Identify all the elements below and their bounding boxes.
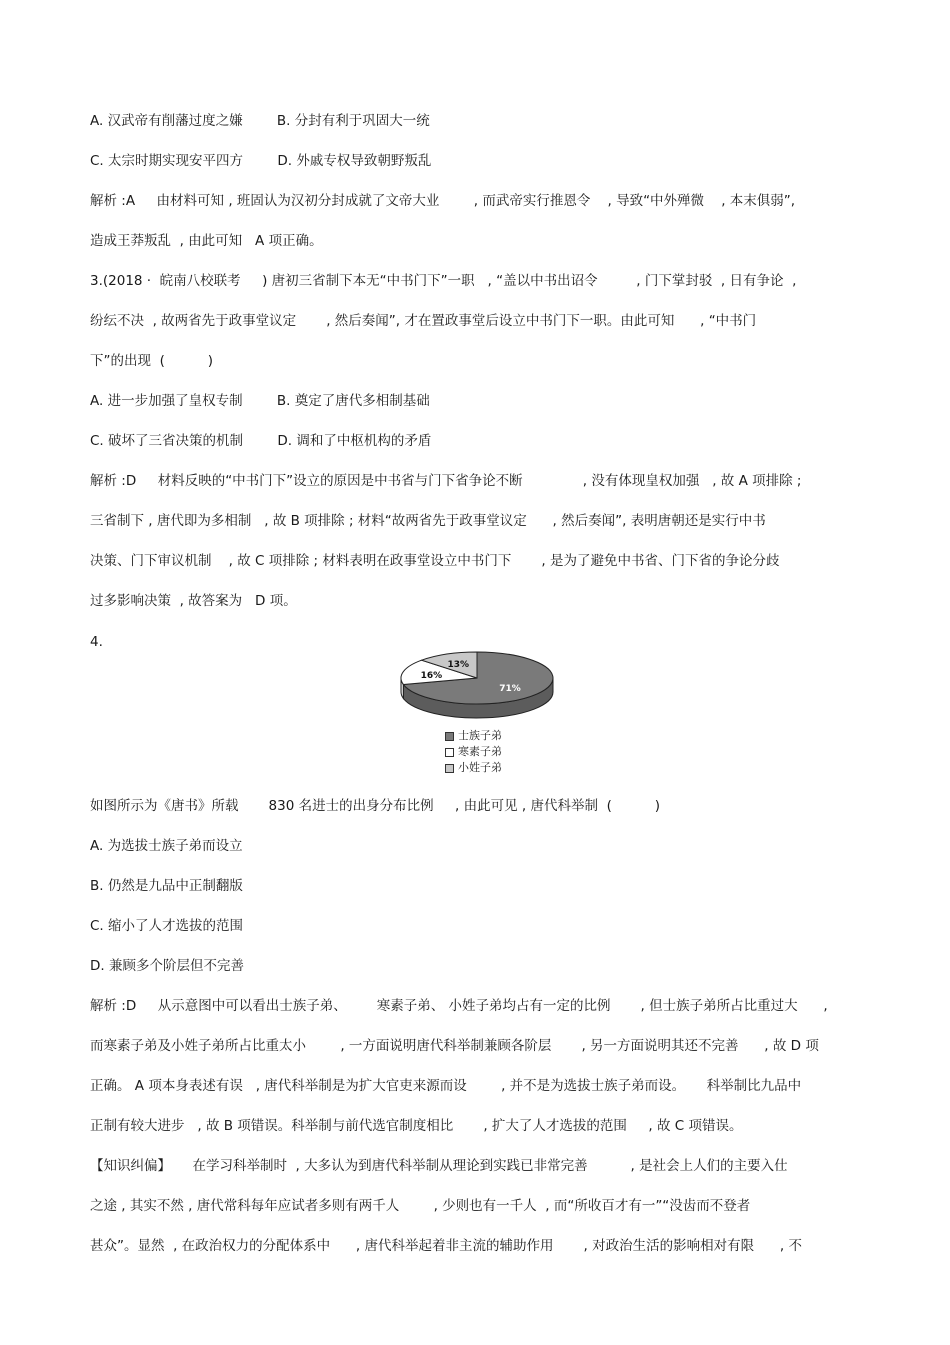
q2-options-line-2: C. 太宗时期实现安平四方 D. 外戚专权导致朝野叛乱 bbox=[90, 153, 432, 169]
legend-label-hansu: 寒素子弟 bbox=[458, 745, 502, 758]
knowledge-note-line-2: 之途 , 其实不然 , 唐代常科每年应试者多则有两千人 , 少则也有一千人 , 而“所收百才有一”“没齿而不登者 bbox=[90, 1198, 751, 1214]
chart-legend bbox=[445, 728, 502, 776]
q4-analysis-line-1: 解析 :D 从示意图中可以看出士族子弟、 寒素子弟、 小姓子弟均占有一定的比例 , 但士族子弟所占比重过大 , bbox=[90, 998, 828, 1014]
legend-item-xiaoxing bbox=[445, 760, 502, 776]
q4-option-a: A. 为选拔士族子弟而设立 bbox=[90, 838, 243, 854]
q4-option-b: B. 仍然是九品中正制翻版 bbox=[90, 878, 243, 894]
legend-item-hansu bbox=[445, 744, 502, 760]
pie-label-2: 13% bbox=[447, 660, 470, 671]
pie-label-0: 71% bbox=[499, 683, 521, 694]
q4-analysis-line-2: 而寒素子弟及小姓子弟所占比重太小 , 一方面说明唐代科举制兼顾各阶层 , 另一方面说明其还不完善 , 故 D 项 bbox=[90, 1038, 819, 1054]
q2-analysis-line-1: 解析 :A 由材料可知 , 班固认为汉初分封成就了文帝大业 , 而武帝实行推恩令 , 导致“中外殚微 , 本末俱弱”, bbox=[90, 193, 796, 209]
q4-stem: 如图所示为《唐书》所载 830 名进士的出身分布比例 , 由此可见 , 唐代科举制 ( ) bbox=[90, 798, 661, 814]
knowledge-note-line-3: 甚众”。显然 , 在政治权力的分配体系中 , 唐代科举起着非主流的辅助作用 , 对政治生活的影响相对有限 , 不 bbox=[90, 1238, 802, 1254]
q3-analysis-line-3: 决策、门下审议机制 , 故 C 项排除 ; 材料表明在政事堂设立中书门下 , 是为了避免中书省、门下省的争论分歧 bbox=[90, 553, 780, 569]
q3-analysis-line-2: 三省制下 , 唐代即为多相制 , 故 B 项排除 ; 材料“故两省先于政事堂议定 , 然后奏闻”, 表明唐朝还是实行中书 bbox=[90, 513, 766, 529]
q4-analysis-line-3: 正确。 A 项本身表述有误 , 唐代科举制是为扩大官吏来源而设 , 并不是为选拔士族子弟而设。 科举制比九品中 bbox=[90, 1078, 802, 1094]
q4-option-d: D. 兼顾多个阶层但不完善 bbox=[90, 958, 244, 974]
legend-swatch-hansu bbox=[445, 748, 454, 757]
q3-stem-line-2: 纷纭不决 , 故两省先于政事堂议定 , 然后奏闻”, 才在置政事堂后设立中书门下一职。由此可知 , “中书门 bbox=[90, 313, 757, 329]
legend-item-shizu bbox=[445, 728, 502, 744]
q4-number: 4. bbox=[90, 634, 103, 650]
pie-chart-svg bbox=[395, 648, 565, 728]
q2-analysis-line-2: 造成王莽叛乱 , 由此可知 A 项正确。 bbox=[90, 233, 323, 249]
pie-label-1: 16% bbox=[420, 670, 443, 681]
q3-analysis-line-1: 解析 :D 材料反映的“中书门下”设立的原因是中书省与门下省争论不断 , 没有体现皇权加强 , 故 A 项排除 ; bbox=[90, 473, 802, 489]
q3-stem-line-3: 下”的出现 ( ) bbox=[90, 353, 214, 369]
q3-analysis-line-4: 过多影响决策 , 故答案为 D 项。 bbox=[90, 593, 297, 609]
q4-analysis-line-4: 正制有较大进步 , 故 B 项错误。科举制与前代选官制度相比 , 扩大了人才选拔的范围 , 故 C 项错误。 bbox=[90, 1118, 743, 1134]
legend-swatch-xiaoxing bbox=[445, 764, 454, 773]
legend-swatch-shizu bbox=[445, 732, 454, 741]
q3-option-c-d: C. 破坏了三省决策的机制 D. 调和了中枢机构的矛盾 bbox=[90, 433, 432, 449]
legend-label-shizu: 士族子弟 bbox=[458, 729, 502, 742]
legend-label-xiaoxing: 小姓子弟 bbox=[458, 761, 502, 774]
q3-option-a-b: A. 进一步加强了皇权专制 B. 奠定了唐代多相制基础 bbox=[90, 393, 430, 409]
q2-options-line-1: A. 汉武帝有削藩过度之嫌 B. 分封有利于巩固大一统 bbox=[90, 113, 430, 129]
q4-option-c: C. 缩小了人才选拔的范围 bbox=[90, 918, 244, 934]
q3-stem-line-1: 3.(2018 · 皖南八校联考 ) 唐初三省制下本无“中书门下”一职 , “盖以中书出诏令 , 门下掌封驳 , 日有争论 , bbox=[90, 273, 797, 289]
knowledge-note-line-1: 【知识纠偏】 在学习科举制时 , 大多认为到唐代科举制从理论到实践已非常完善 , 是社会上人们的主要入仕 bbox=[90, 1158, 788, 1174]
